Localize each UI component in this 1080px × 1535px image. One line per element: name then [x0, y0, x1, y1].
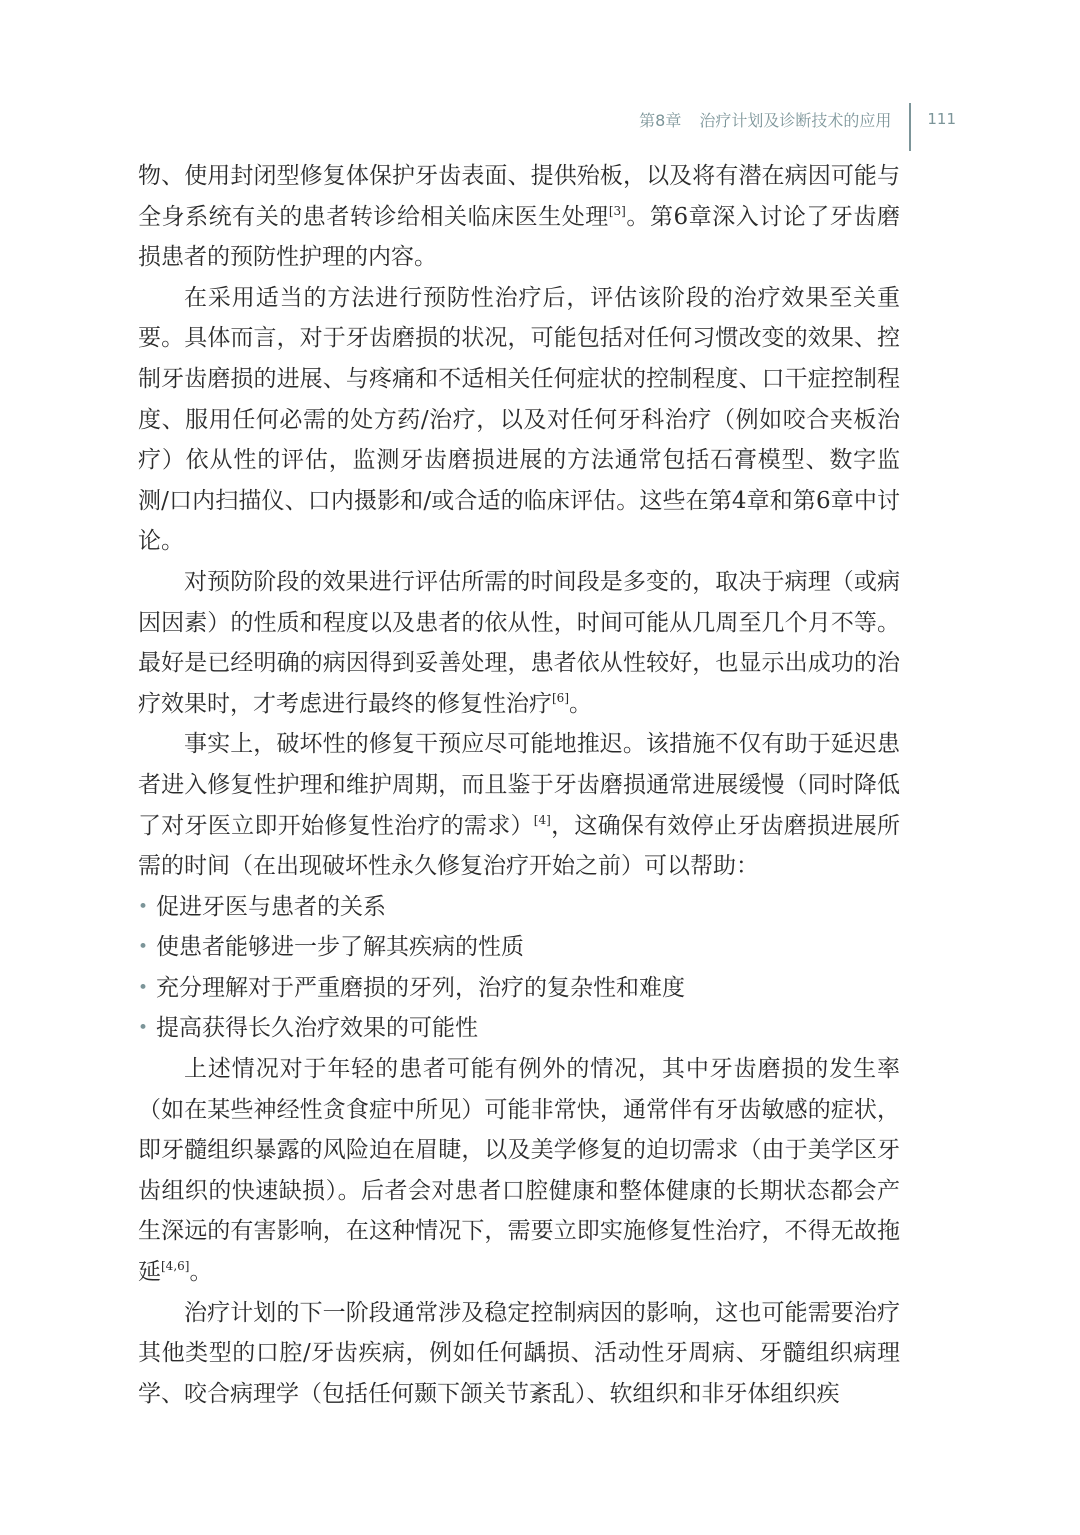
benefit-list	[138, 887, 900, 1049]
citation-ref: [3]	[608, 203, 626, 218]
bullet-icon: •	[138, 896, 149, 917]
bullet-icon: •	[138, 1018, 149, 1039]
citation-ref: [6]	[552, 690, 569, 705]
paragraph-1: 物、使用封闭型修复体保护牙齿表面、提供殆板，以及将有潜在病因可能与全身系统有关的患者转诊给相关临床医生处理[3]。第6章深入讨论了牙齿磨损患者的预防性护理的内容。	[138, 163, 901, 271]
list-item: • 充分理解对于严重磨损的牙列，治疗的复杂性和难度	[138, 968, 900, 1009]
list-item: • 使患者能够进一步了解其疾病的性质	[138, 927, 900, 968]
citation-ref: [4]	[533, 812, 551, 827]
bullet-icon: •	[138, 977, 149, 998]
list-item: • 提高获得长久治疗效果的可能性	[138, 1008, 900, 1049]
header-divider	[909, 103, 911, 151]
running-header	[639, 104, 956, 134]
paragraph-3: 对预防阶段的效果进行评估所需的时间段是多变的，取决于病理（或病因因素）的性质和程度以及患者的依从性，时间可能从几周至几个月不等。最好是已经明确的病因得到妥善处理，患者依从性较好，也显示出成功的治疗效果时，才考虑进行最终的修复性治疗[6]。	[138, 568, 900, 717]
page-number: 111	[927, 110, 956, 128]
paragraph-6: 治疗计划的下一阶段通常涉及稳定控制病因的影响，这也可能需要治疗其他类型的口腔/牙齿疾病，例如任何龋损、活动性牙周病、牙髓组织病理学、咬合病理学（包括任何颞下颌关节紊乱）、软组织和非牙体组织疾	[138, 1299, 900, 1407]
paragraph-2: 在采用适当的方法进行预防性治疗后，评估该阶段的治疗效果至关重要。具体而言，对于牙齿磨损的状况，可能包括对任何习惯改变的效果、控制牙齿磨损的进展、与疼痛和不适相关任何症状的控制程度、口干症控制程度、服用任何必需的处方药/治疗，以及对任何牙科治疗（例如咬合夹板治疗）依从性的评估，监测牙齿磨损进展的方法通常包括石膏模型、数字监测/口内扫描仪、口内摄影和/或合适的临床评估。这些在第4章和第6章中讨论。	[138, 284, 900, 555]
paragraph-5: 上述情况对于年轻的患者可能有例外的情况，其中牙齿磨损的发生率（如在某些神经性贪食症中所见）可能非常快，通常伴有牙齿敏感的症状，即牙髓组织暴露的风险迫在眉睫，以及美学修复的迫切需求（由于美学区牙齿组织的快速缺损）。后者会对患者口腔健康和整体健康的长期状态都会产生深远的有害影响，在这种情况下，需要立即实施修复性治疗，不得无故拖延[4,6]。	[138, 1056, 900, 1286]
page-body	[138, 156, 900, 1414]
list-item: • 促进牙医与患者的关系	[138, 887, 900, 928]
chapter-title: 治疗计划及诊断技术的应用	[699, 110, 892, 130]
citation-ref: [4,6]	[161, 1259, 190, 1274]
paragraph-4: 事实上，破坏性的修复干预应尽可能地推迟。该措施不仅有助于延迟患者进入修复性护理和维护周期，而且鉴于牙齿磨损通常进展缓慢（同时降低了对牙医立即开始修复性治疗的需求）[4]，这确保有效停止牙齿磨损进展所需的时间（在出现破坏性永久修复治疗开始之前）可以帮助：	[138, 731, 900, 880]
bullet-icon: •	[138, 937, 149, 958]
chapter-number: 第8章	[639, 110, 682, 130]
